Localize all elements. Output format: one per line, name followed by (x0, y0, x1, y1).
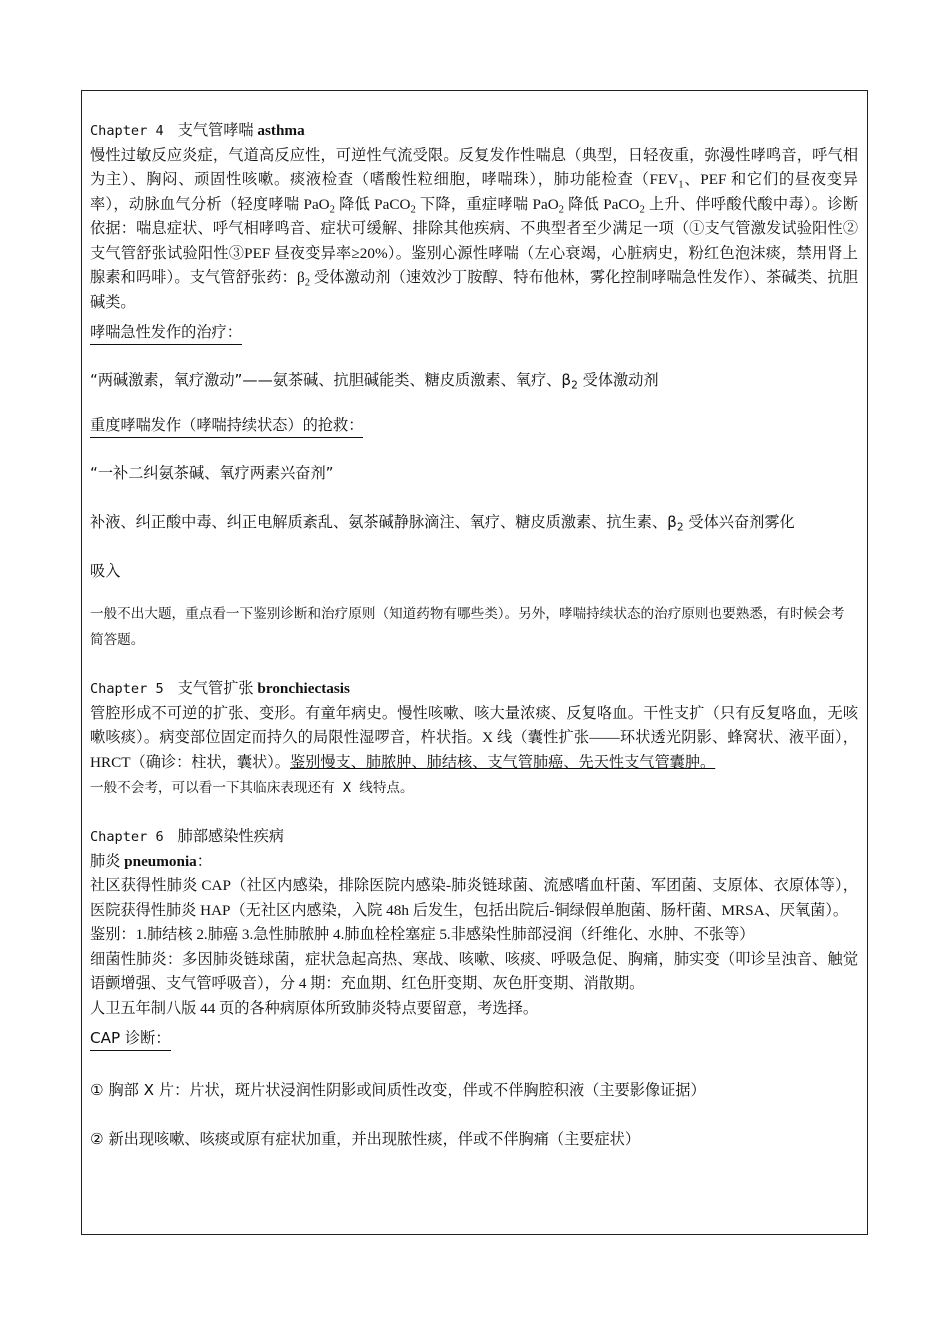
bronchiectasis-overview: 管腔形成不可逆的扩张、变形。有童年病史。慢性咳嗽、咳大量浓痰、反复咯血。干性支扩（只有反复咯血，无咳嗽咳痰）。病变部位固定而持久的局限性湿啰音，杵状指。X 线（囊性扩张——环状透光阴影、蜂窝状、液平面），HRCT（确诊：柱状，囊状）。鉴别慢支、肺脓肿、肺结核、支气管肺癌、先天性支气管囊肿。 (90, 704, 858, 771)
cap-hap-definition: 社区获得性肺炎 CAP（社区内感染，排除医院内感染-肺炎链球菌、流感嗜血杆菌、军团菌、支原体、衣原体等），医院获得性肺炎 HAP（无社区内感染，入院 48h 后发生，包括出院后-铜绿假单胞菌、肠杆菌、MRSA、厌氧菌）。 (90, 877, 858, 919)
pneumonia-title: 肺炎 pneumonia： (90, 852, 212, 870)
pneumonia-differential: 鉴别：1.肺结核 2.肺癌 3.急性肺脓肿 4.肺血栓栓塞症 5.非感染性肺部浸润（纤维化、水肿、不张等） (90, 926, 755, 943)
chapter-number: Chapter 6 (90, 829, 164, 845)
differential-underlined: 鉴别慢支、肺脓肿、肺结核、支气管肺癌、先天性支气管囊肿。 (289, 753, 716, 771)
chapter-number: Chapter 5 (90, 681, 164, 697)
acute-treatment-line: “两碱激素，氧疗激动”——氨茶碱、抗胆碱能类、糖皮质激素、氧疗、$\beta_2$ 受体激动剂 (90, 371, 659, 392)
textbook-reference: 人卫五年制八版 44 页的各种病原体所致肺炎特点要留意，考选择。 (90, 999, 539, 1017)
cap-criterion-1: ① 胸部 X 片：片状，斑片状浸润性阴影或间质性改变，伴或不伴胸腔积液（主要影像证据） (90, 1081, 706, 1099)
chapter-title-cn: 支气管扩张 (177, 680, 254, 697)
chapter-5-heading (90, 677, 858, 702)
page-frame (81, 90, 868, 1235)
chapter-4-note: 一般不出大题，重点看一下鉴别诊断和治疗原则（知道药物有哪些类）。另外，哮喘持续状态的治疗原则也要熟悉，有时候会考简答题。 (90, 606, 845, 648)
cap-diagnosis-heading: CAP 诊断： (90, 1027, 171, 1051)
chapter-title-en: bronchiectasis (257, 680, 350, 697)
chapter-6-heading (90, 825, 858, 850)
severe-mnemonic: “一补二纠氨茶碱、氧疗两素兴奋剂” (90, 464, 334, 482)
asthma-overview: 慢性过敏反应炎症，气道高反应性，可逆性气流受限。反复发作性喘息（典型，日轻夜重，弥漫性哮鸣音，呼气相为主）、胸闷、顽固性咳嗽。痰液检查（嗜酸性粒细胞，哮喘珠），肺功能检查（$FEV_1$、PEF 和它们的昼夜变异率），动脉血气分析（轻度哮喘 PaO$_2$ 降低 PaCO$_2$ 下降，重症哮喘 PaO$_2$ 降低 PaCO$_2$ 上升、伴呼酸代酸中毒）。诊断依据：喘息症状、呼气相哮鸣音、症状可缓解、排除其他疾病、不典型者至少满足一项（①支气管激发试验阳性②支气管舒张试验阳性③PEF 昼夜变异率≥20%）。鉴别心源性哮喘（左心衰竭，心脏病史，粉红色泡沫痰，禁用肾上腺素和吗啡）。支气管舒张药：$\beta_2$ 受体激动剂（速效沙丁胺醇、特布他林，雾化控制哮喘急性发作）、茶碱类、抗胆碱类。 (90, 146, 859, 311)
chapter-number: Chapter 4 (90, 123, 164, 139)
document-content (90, 119, 858, 1149)
bacterial-pneumonia: 细菌性肺炎：多因肺炎链球菌，症状急起高热、寒战、咳嗽、咳痰、呼吸急促、胸痛，肺实变（叩诊呈浊音、触觉语颤增强、支气管呼吸音），分 4 期：充血期、红色肝变期、灰色肝变期、消散期。 (90, 950, 858, 992)
acute-treatment-heading: 哮喘急性发作的治疗： (90, 321, 242, 345)
chapter-title-en: asthma (257, 122, 305, 139)
severe-treatment-line-cont: 吸入 (90, 562, 121, 580)
severe-treatment-line: 补液、纠正酸中毒、纠正电解质紊乱、氨茶碱静脉滴注、氧疗、糖皮质激素、抗生素、$\beta_2$ 受体兴奋剂雾化 (90, 513, 795, 534)
cap-criterion-2: ② 新出现咳嗽、咳痰或原有症状加重，并出现脓性痰，伴或不伴胸痛（主要症状） (90, 1130, 641, 1148)
severe-asthma-heading: 重度哮喘发作（哮喘持续状态）的抢救： (90, 414, 363, 438)
chapter-title-cn: 支气管哮喘 (177, 122, 254, 139)
chapter-4-heading (90, 119, 858, 144)
chapter-5-note: 一般不会考，可以看一下其临床表现还有 X 线特点。 (90, 780, 414, 796)
chapter-title-cn: 肺部感染性疾病 (177, 828, 284, 845)
